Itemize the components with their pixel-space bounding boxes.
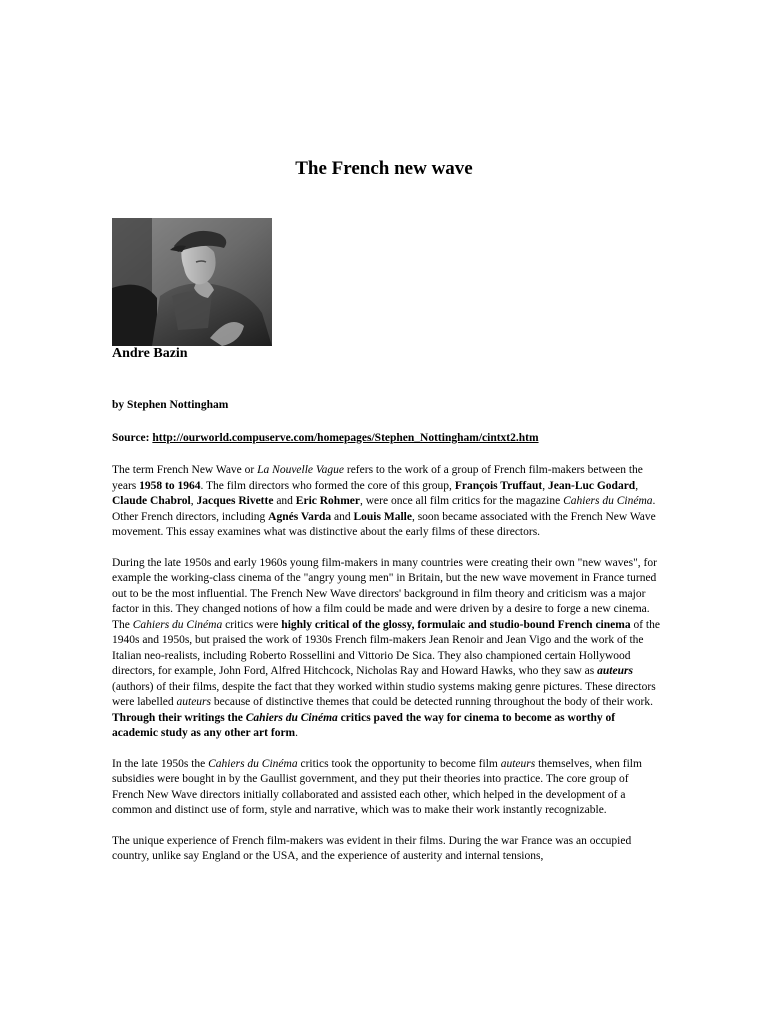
photo-caption: Andre Bazin <box>112 346 188 361</box>
text-span: themselves, when film subsidies were bought in by the Gaullist government, and they put their theories into practice. The core group of French New Wave directors initially collaborated and assisted each other, which helped in the development of a common and distinct use of form, style and narrative, which was to make their work instantly recognizable. <box>112 757 642 816</box>
text-span: , <box>190 495 197 507</box>
portrait-photo <box>112 218 272 346</box>
article-body <box>112 398 660 880</box>
text-span: . Other French directors, including <box>112 495 656 523</box>
byline: by Stephen Nottingham <box>112 399 229 411</box>
bold-term: François Truffaut <box>454 479 543 492</box>
source-label: Source: <box>112 431 150 444</box>
italic-term: La Nouvelle Vague <box>257 464 344 476</box>
bold-term: Louis Malle <box>353 510 412 523</box>
text-span: The term French New Wave or <box>112 464 258 476</box>
bold-term: critics paved the way for cinema to become as worthy of academic study as any other art form <box>112 711 616 739</box>
paragraph-2 <box>112 556 660 742</box>
paragraph-3 <box>112 757 660 819</box>
italic-term: Cahiers du Cinéma <box>208 757 298 770</box>
paragraph-4 <box>112 834 660 865</box>
source-link[interactable]: http://ourworld.compuserve.com/homepages/Stephen_Nottingham/cintxt2.htm <box>152 431 539 444</box>
bold-italic-term: Cahiers du Cinéma <box>245 711 338 724</box>
document-title: The French new wave <box>295 158 473 179</box>
text-span: , soon became associated with the French New Wave movement. This essay examines what was distinctive about the early films of these directors. <box>112 510 656 538</box>
text-span: and <box>273 495 296 507</box>
text-span: In the late 1950s the <box>112 757 209 770</box>
bold-term: Agnés Varda <box>268 510 332 523</box>
bold-term: highly critical of the glossy, formulaic and studio-bound French cinema <box>281 618 631 631</box>
text-span: because of distinctive themes that could be detected running throughout the body of their work. <box>211 696 653 708</box>
text-span: , were once all film critics for the magazine <box>360 495 564 507</box>
bold-term: Through their writings the <box>112 711 246 724</box>
italic-term: auteurs <box>500 757 536 770</box>
bold-term: Claude Chabrol <box>112 495 191 507</box>
text-span: critics were <box>222 618 282 631</box>
text-span: , <box>635 479 639 492</box>
bold-italic-term: auteurs <box>597 665 633 677</box>
portrait-image <box>112 218 272 346</box>
paragraph-1 <box>112 463 660 541</box>
source-line <box>112 431 660 447</box>
text-span: . <box>295 727 298 739</box>
italic-term: Cahiers du Cinéma <box>132 618 223 631</box>
bold-term: Jacques Rivette <box>196 495 274 507</box>
text-span: and <box>331 510 354 523</box>
text-span: The unique experience of French film-makers was evident in their films. During the war France was an occupied country, unlike say England or the USA, and the experience of austerity and internal tensions, <box>112 834 632 862</box>
italic-term: Cahiers du Cinéma <box>563 495 653 507</box>
text-span: critics took the opportunity to become film <box>297 757 501 770</box>
italic-term: auteurs <box>176 696 211 708</box>
text-span: . The film directors who formed the core of this group, <box>200 479 455 492</box>
text-span: of the 1940s and 1950s, but praised the work of 1930s French film-makers Jean Renoir and Jean Vigo and the work of the Italian neo-realists, including Roberto Rossellini and Vittorio De Sica. They also championed certain Hollywood directors, for example, John Ford, Alfred Hitchcock, Nicholas Ray and Howard Hawks, who they saw as <box>112 618 660 677</box>
text-span: (authors) of their films, despite the fact that they worked within studio systems making genre pictures. These directors were labelled <box>112 680 656 708</box>
bold-term: Eric Rohmer <box>295 495 360 507</box>
text-span: During the late 1950s and early 1960s young film-makers in many countries were creating their own "new waves", for example the working-class cinema of the "angry young men" in Britain, but the new wave movement in France turned out to be the most influential. The French New Wave directors' background in film theory and criticism was a major factor in this. They changed notions of how a film could be made and were driven by a desire to forge a new cinema. The <box>112 556 657 631</box>
bold-term: Jean-Luc Godard <box>547 479 636 492</box>
text-span: refers to the work of a group of French film-makers between the years <box>112 464 643 492</box>
text-span: , <box>542 479 548 492</box>
bold-term: 1958 to 1964 <box>139 479 201 492</box>
